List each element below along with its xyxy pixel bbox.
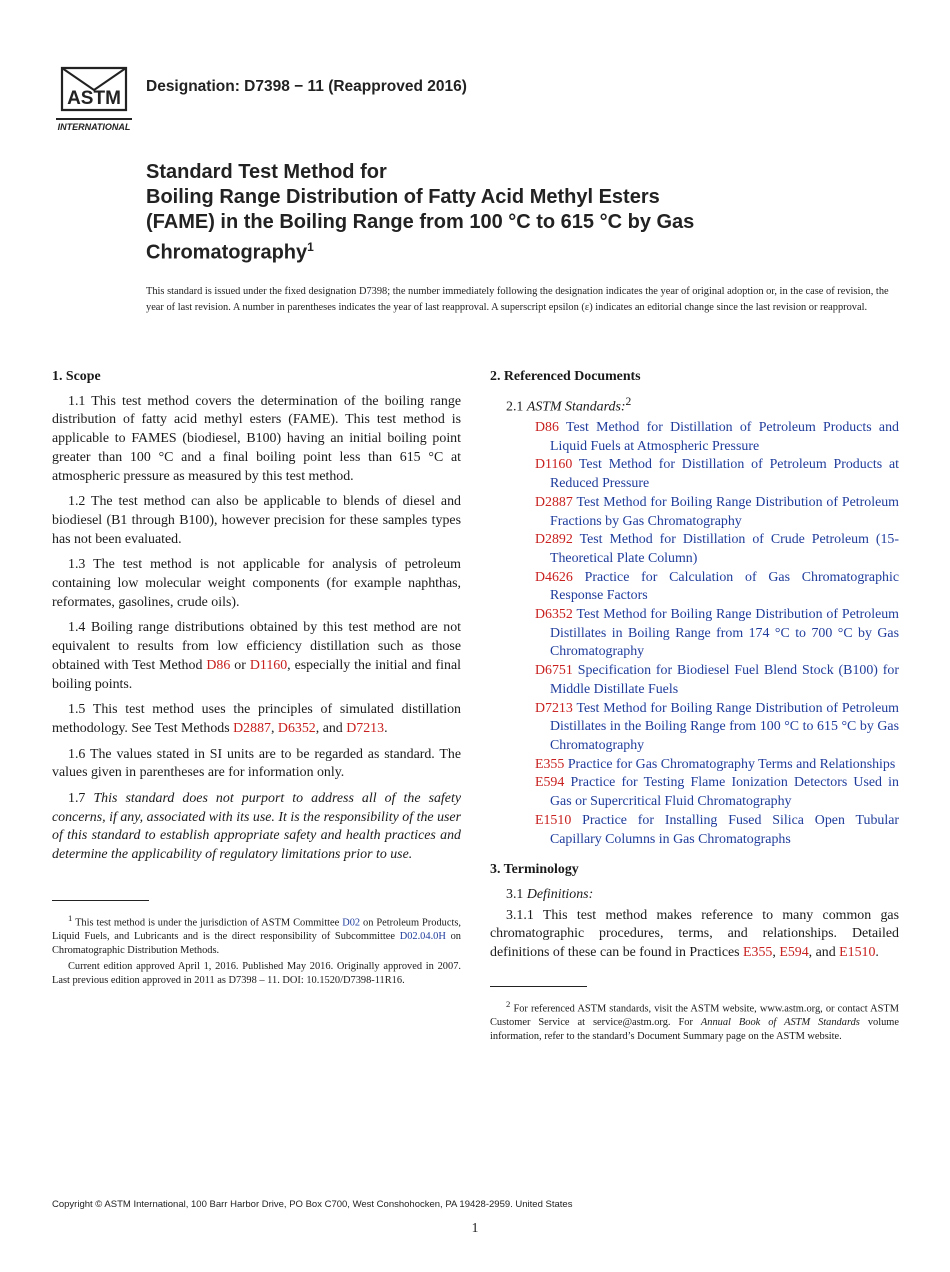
footnote-1-para-1: [52, 911, 461, 958]
reference-code-link[interactable]: D7213: [535, 700, 573, 716]
footnote-1-mark: 1: [68, 912, 73, 923]
logo-subtext: INTERNATIONAL: [57, 122, 131, 132]
reference-item: [490, 812, 899, 849]
link-d7213[interactable]: D7213: [346, 720, 385, 736]
title-line-4: [146, 235, 866, 266]
page-number: 1: [471, 1220, 479, 1235]
scope-1-7: [52, 790, 461, 865]
logo-mark-text: ASTM: [67, 88, 121, 109]
link-e355[interactable]: E355: [743, 945, 773, 961]
reference-code-link[interactable]: E355: [535, 756, 565, 772]
scope-1-5-text-c: , and: [315, 720, 347, 736]
terminology-text-c: , and: [808, 945, 840, 961]
right-column: [490, 368, 899, 1046]
reference-title[interactable]: Test Method for Boiling Range Distribution of Petroleum Distillates in the Boiling Range from 100 °C to 615 °C by Gas Chromatography: [550, 700, 899, 753]
reference-item: [490, 419, 899, 456]
issuance-notice: This standard is issued under the fixed designation D7398; the number immediately following the designation indicates the year of original adoption or, in the case of revision, the year of last revision. A number in parentheses indicates the year of last reapproval. A superscript epsilon (ε) indicates an editorial change since the last revision or reapproval.: [146, 286, 889, 313]
reference-item: [490, 456, 899, 493]
reference-title[interactable]: Test Method for Distillation of Petroleum Products and Liquid Fuels at Atmospheric Pressure: [550, 420, 899, 454]
terminology-text-d: .: [875, 945, 879, 961]
scope-1-3: 1.3 The test method is not applicable for analysis of petroleum containing low molecular weight components (for example naphthas, reformates, gasolines, crude oils).: [52, 557, 461, 610]
reference-title[interactable]: Practice for Gas Chromatography Terms and Relationships: [567, 756, 896, 772]
link-d02[interactable]: D02: [342, 917, 361, 929]
reference-code-link[interactable]: D2892: [535, 532, 573, 548]
astm-standards-label: ASTM Standards:: [526, 399, 626, 415]
reference-item: [490, 494, 899, 531]
definitions-subheading: [490, 886, 899, 905]
reference-code-link[interactable]: D6751: [535, 663, 573, 679]
footnote-1-para-2: Current edition approved April 1, 2016. Published May 2016. Originally approved in 2007. Last previous edition approved in 2011 as D7398 – 11. DOI: 10.1520/D7398-11R16.: [52, 961, 461, 987]
reference-title[interactable]: Specification for Biodiesel Fuel Blend Stock (B100) for Middle Distillate Fuels: [550, 663, 899, 697]
footnote-2-italic: Annual Book of ASTM Standards: [700, 1017, 860, 1029]
reference-title[interactable]: Practice for Installing Fused Silica Open Tubular Capillary Columns in Gas Chromatographs: [550, 812, 899, 847]
scope-1-7-number: 1.7: [68, 791, 94, 807]
title-line-4-text: Chromatography: [146, 241, 308, 264]
link-d6352[interactable]: D6352: [277, 720, 316, 736]
footnote-2-text-a: For referenced ASTM standards, visit the ASTM website, www.astm.org, or contact ASTM Customer Service at service@astm.org. For: [490, 1003, 899, 1029]
link-e594[interactable]: E594: [779, 945, 809, 961]
scope-1-1: 1.1 This test method covers the determination of the boiling range distribution of fatty acid methyl esters (FAME). This test method is applicable to FAMES (biodiesel, B100) having an initial boiling point greater than 100 °C and a final boiling point less than 615 °C at atmospheric pressure as measured by this test method.: [52, 393, 461, 484]
reference-title[interactable]: Practice for Testing Flame Ionization Detectors Used in Gas or Supercritical Fluid Chromatography: [550, 775, 899, 810]
designation: Designation: D7398 − 11 (Reapproved 2016): [146, 78, 467, 95]
reference-item: [490, 569, 899, 606]
scope-1-7-text: This standard does not purport to address all of the safety concerns, if any, associated with its use. It is the responsibility of the user of this standard to establish appropriate safety and health practices and determine the applicability of regulatory limitations prior to use.: [52, 791, 461, 863]
reference-code-link[interactable]: E1510: [535, 812, 572, 828]
scope-1-2: 1.2 The test method can also be applicable to blends of diesel and biodiesel (B1 through B100), however precision for these samples types has not been evaluated.: [52, 494, 461, 547]
reference-code-link[interactable]: D4626: [535, 569, 573, 585]
scope-1-4-text-c: , especially the initial and final boiling points.: [52, 657, 461, 692]
terminology-3-1-1: [490, 907, 899, 963]
link-d86[interactable]: D86: [206, 657, 231, 673]
reference-item: [490, 531, 899, 568]
footnote-2-para: [490, 997, 899, 1044]
link-d2887[interactable]: D2887: [233, 720, 271, 736]
reference-item: [490, 662, 899, 699]
footnote-1: [52, 911, 461, 988]
document-title: [146, 160, 866, 266]
title-footnote-mark: 1: [307, 240, 314, 254]
scope-1-4-text-b: or: [230, 657, 250, 673]
reference-item: [490, 774, 899, 811]
reference-title[interactable]: Test Method for Boiling Range Distribution of Petroleum Fractions by Gas Chromatography: [550, 494, 899, 529]
copyright-notice: Copyright © ASTM International, 100 Barr Harbor Drive, PO Box C700, West Conshohocken, PA 19428-2959. United States: [52, 1199, 573, 1210]
title-line-1: Standard Test Method for: [146, 161, 387, 183]
reference-item: [490, 700, 899, 756]
scope-1-5-text-a: 1.5 This test method uses the principles of simulated distillation methodology. See Test Methods: [52, 702, 461, 736]
astm-standards-subheading: [490, 393, 899, 417]
terminology-heading: 3. Terminology: [490, 862, 579, 878]
footnote-1-text-c: on Chromatographic Distribution Methods.: [52, 931, 461, 957]
title-line-2: Boiling Range Distribution of Fatty Acid Methyl Esters: [146, 186, 660, 208]
link-e1510[interactable]: E1510: [839, 945, 876, 961]
reference-item: [490, 756, 899, 775]
scope-1-6: 1.6 The values stated in SI units are to be regarded as standard. The values given in parentheses are for information only.: [52, 746, 461, 781]
footnote-2-mark: 2: [506, 998, 511, 1009]
reference-list: [490, 419, 899, 849]
terminology-text-b: ,: [772, 945, 780, 961]
scope-1-4: [52, 619, 461, 694]
definitions-number: 3.1: [506, 886, 527, 902]
footnote-2-text-b: volume information, refer to the standard’s Document Summary page on the ASTM website.: [490, 1017, 899, 1043]
title-line-3: (FAME) in the Boiling Range from 100 °C to 615 °C by Gas: [146, 211, 695, 233]
footnote-divider: [52, 900, 149, 901]
scope-1-5-text-b: ,: [270, 720, 278, 736]
reference-item: [490, 606, 899, 662]
reference-title[interactable]: Test Method for Boiling Range Distribution of Petroleum Distillates in Boiling Range from 174 °C to 700 °C by Gas Chromatography: [550, 607, 899, 660]
astm-standards-number: 2.1: [506, 399, 527, 415]
scope-1-5-text-d: .: [384, 720, 388, 736]
reference-code-link[interactable]: D86: [535, 420, 559, 436]
reference-code-link[interactable]: D6352: [535, 607, 573, 623]
reference-code-link[interactable]: E594: [535, 775, 565, 791]
scope-heading: 1. Scope: [52, 369, 101, 384]
footnote-1-text-b: on Petroleum Products, Liquid Fuels, and Lubricants and is the direct responsibility of Subcommittee: [52, 917, 461, 943]
reference-title[interactable]: Test Method for Distillation of Crude Petroleum (15-Theoretical Plate Column): [550, 532, 899, 566]
reference-code-link[interactable]: D1160: [535, 457, 573, 473]
astm-standards-footnote-mark: 2: [625, 394, 632, 408]
left-column: [52, 368, 461, 990]
reference-title[interactable]: Test Method for Distillation of Petroleum Products at Reduced Pressure: [550, 457, 899, 492]
scope-1-5: [52, 701, 461, 738]
link-d02-04-0h[interactable]: D02.04.0H: [399, 931, 446, 943]
terminology-text-a: 3.1.1 This test method makes reference to many common gas chromatographic procedures, terms, and relationships. Detailed definitions of these can be found in Practices: [490, 907, 899, 961]
astm-logo: [52, 60, 136, 132]
link-d1160[interactable]: D1160: [249, 657, 288, 673]
reference-title[interactable]: Practice for Calculation of Gas Chromatographic Response Factors: [550, 569, 899, 604]
footnote-1-text-a: This test method is under the jurisdiction of ASTM Committee: [75, 917, 343, 929]
references-heading: 2. Referenced Documents: [490, 369, 641, 384]
footnote-divider-right: [490, 986, 587, 987]
scope-1-4-text-a: 1.4 Boiling range distributions obtained by this test method are not equivalent to results from low efficiency distillation such as those obtained with Test Method: [52, 620, 461, 673]
reference-code-link[interactable]: D2887: [535, 494, 573, 510]
footnote-2: [490, 997, 899, 1044]
definitions-label: Definitions:: [526, 886, 594, 902]
